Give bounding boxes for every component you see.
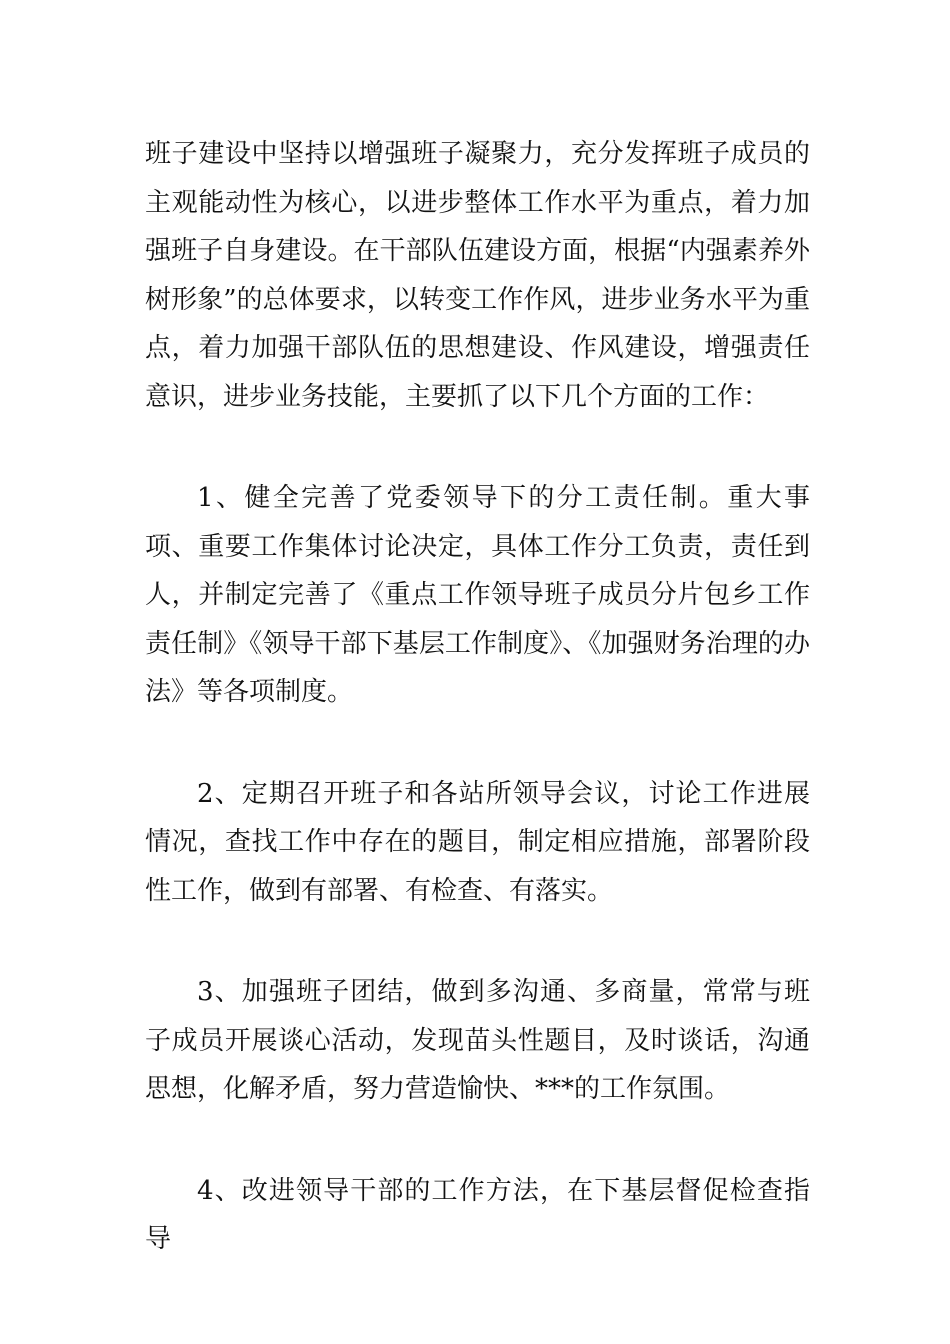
document-body bbox=[145, 130, 810, 1264]
paragraph-item-4: 4、改进领导干部的工作方法，在下基层督促检查指导 bbox=[145, 1175, 810, 1254]
paragraph-item-2: 2、定期召开班子和各站所领导会议，讨论工作进展情况，查找工作中存在的题目，制定相应措施，部署阶段性工作，做到有部署、有检查、有落实。 bbox=[145, 778, 810, 906]
paragraph-item-3: 3、加强班子团结，做到多沟通、多商量，常常与班子成员开展谈心活动，发现苗头性题目，及时谈话，沟通思想，化解矛盾，努力营造愉快、***的工作氛围。 bbox=[145, 977, 810, 1104]
paragraph-item-1: 1、健全完善了党委领导下的分工责任制。重大事项、重要工作集体讨论决定，具体工作分工负责，责任到人，并制定完善了《重点工作领导班子成员分片包乡工作责任制》《领导干部下基层工作制度》、《加强财务治理的办法》等各项制度。 bbox=[145, 483, 810, 707]
paragraph-intro: 班子建设中坚持以增强班子凝聚力，充分发挥班子成员的主观能动性为核心，以进步整体工作水平为重点，着力加强班子自身建设。在干部队伍建设方面，根据“内强素养外树形象”的总体要求，以转变工作作风，进步业务水平为重点，着力加强干部队伍的思想建设、作风建设，增强责任意识，进步业务技能，主要抓了以下几个方面的工作： bbox=[145, 139, 810, 412]
